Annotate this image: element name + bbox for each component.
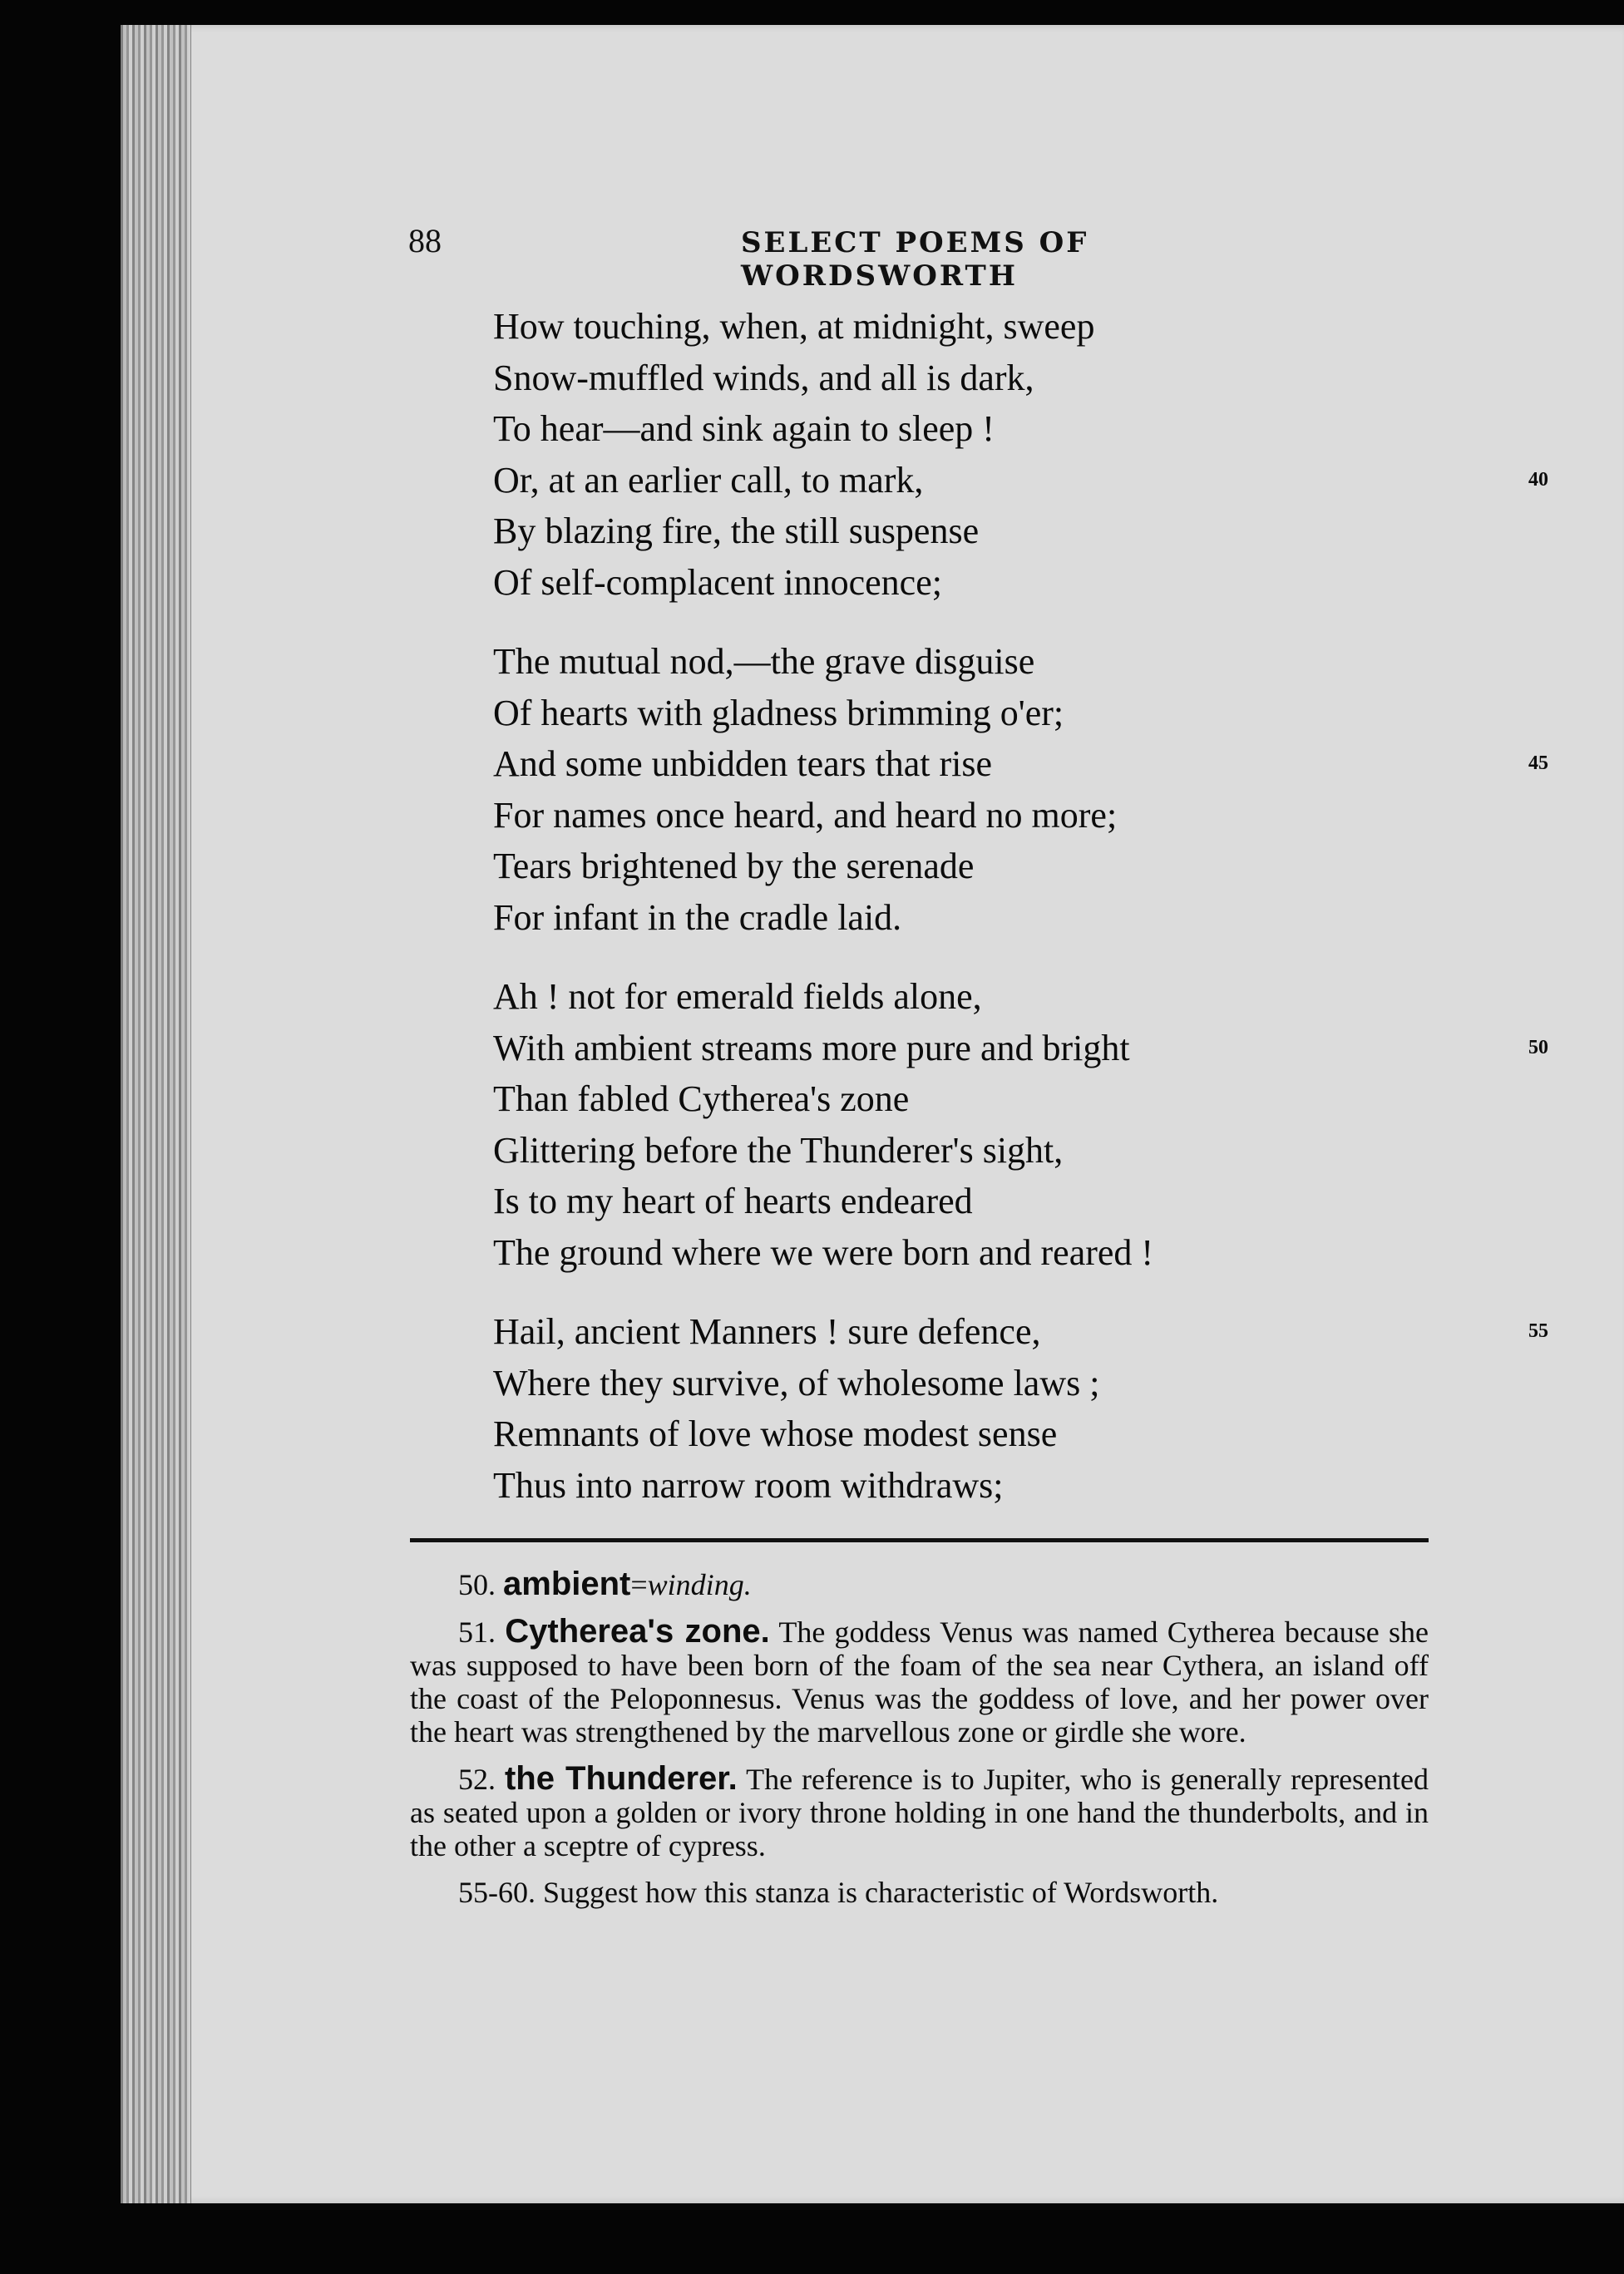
poem-line: And some unbidden tears that rise 45 [493, 738, 1557, 790]
line-number: 45 [1528, 752, 1548, 774]
footnote-50 [410, 1567, 1429, 1601]
poem-line: To hear—and sink again to sleep ! [493, 408, 995, 449]
footnote-separator: = [630, 1568, 648, 1601]
poem-line: How touching, when, at midnight, sweep [493, 306, 1095, 347]
footnote-number: 50. [458, 1568, 496, 1601]
footnote-51 [410, 1615, 1429, 1749]
footnote-number: 52. [458, 1763, 496, 1796]
poem-line: For infant in the cradle laid. [493, 896, 902, 938]
footnote-keyword: ambient [503, 1566, 631, 1602]
poem-line: By blazing fire, the still suspense [493, 511, 980, 551]
footnote-55-60 [410, 1876, 1429, 1909]
poem-line: Than fabled Cytherea's zone [493, 1078, 910, 1119]
poem-line: With ambient streams more pure and bright 50 [493, 1023, 1557, 1074]
footnote-keyword: Cytherea's zone. [505, 1613, 770, 1650]
page-number: 88 [408, 222, 442, 259]
poem-line: The mutual nod,—the grave disguise [493, 641, 1035, 682]
line-number: 50 [1528, 1036, 1548, 1058]
poem-body [493, 301, 1557, 1539]
poem-line: Thus into narrow room withdraws; [493, 1464, 1004, 1506]
poem-line: Remnants of love whose modest sense [493, 1413, 1058, 1454]
footnote-divider [410, 1538, 1429, 1542]
line-number: 55 [1528, 1320, 1548, 1342]
poem-line: Ah ! not for emerald fields alone, [493, 976, 982, 1017]
poem-line: Where they survive, of wholesome laws ; [493, 1362, 1100, 1403]
poem-line: Hail, ancient Manners ! sure defence, 55 [493, 1306, 1557, 1358]
footnote-52 [410, 1762, 1429, 1862]
poem-line: Snow-muffled winds, and all is dark, [493, 357, 1034, 398]
stanza [493, 301, 1557, 608]
page-header [408, 221, 1340, 293]
poem-line: Glittering before the Thunderer's sight, [493, 1129, 1064, 1171]
stanza [493, 1306, 1557, 1511]
footnotes [410, 1567, 1429, 1922]
poem-line: Is to my heart of hearts endeared [493, 1181, 973, 1221]
footnote-text: Suggest how this stanza is characteristic of Wordsworth. [543, 1876, 1219, 1909]
poem-line: Of self-complacent innocence; [493, 561, 942, 603]
poem-line: For names once heard, and heard no more; [493, 794, 1118, 836]
footnote-number: 55-60. [458, 1876, 536, 1909]
poem-line: Of hearts with gladness brimming o'er; [493, 692, 1064, 733]
footnote-number: 51. [458, 1615, 496, 1649]
poem-line: The ground where we were born and reared ! [493, 1231, 1154, 1273]
footnote-text: The reference is to Jupiter, who is generally represented as seated upon a golden or ivory throne holding in one hand the thunderbolts, and in the other a sceptre of cypress. [410, 1763, 1429, 1862]
poem-line: Or, at an earlier call, to mark, 40 [493, 455, 1557, 506]
footnote-text: The goddess Venus was named Cytherea because she was supposed to have been born of the foam of the sea near Cythera, an island off the coast of the Peloponnesus. Venus was the goddess of love, and her power over the heart was strengthened by the marvellous zone or girdle she wore. [410, 1615, 1429, 1749]
footnote-gloss: winding. [647, 1568, 752, 1601]
stanza [493, 636, 1557, 943]
poem-line: Tears brightened by the serenade [493, 846, 975, 886]
stanza [493, 971, 1557, 1278]
line-number: 40 [1528, 468, 1548, 491]
footnote-keyword: the Thunderer. [504, 1760, 738, 1797]
book-page [121, 25, 1624, 2203]
page-binding [121, 25, 191, 2203]
running-head: SELECT POEMS OF WORDSWORTH [741, 226, 1089, 293]
